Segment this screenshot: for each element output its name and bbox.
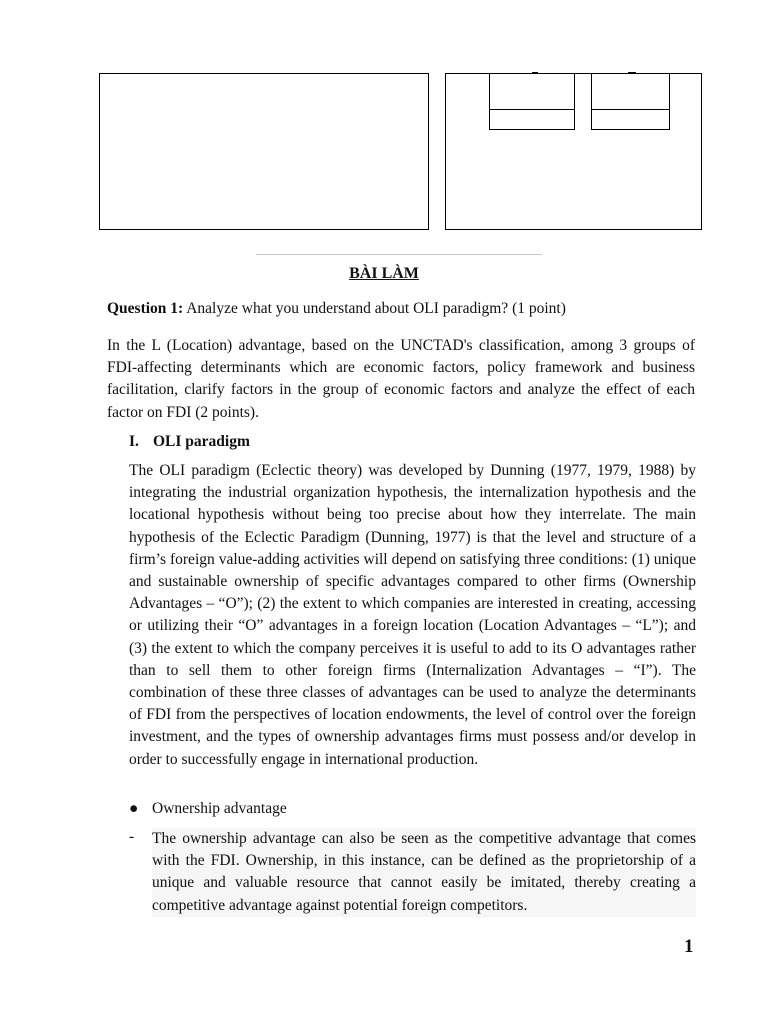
score-cell-2 [489, 109, 575, 130]
section-divider [256, 254, 542, 255]
section-heading [129, 433, 250, 451]
question-label: Question 1: [107, 300, 184, 317]
heading-text: OLI paradigm [153, 433, 250, 450]
header-tick-mark [628, 72, 636, 74]
header-tick-mark [532, 72, 538, 74]
score-cell-3 [591, 73, 670, 110]
body-paragraph: The OLI paradigm (Eclectic theory) was developed by Dunning (1977, 1979, 1988) by integrating the industrial organization hypothesis, the internalization hypothesis and the locational hypothesis without being too precise about how they interrelate. The main hypothesis of the Eclectic Paradigm (Dunning, 1977) is that the level and structure of a firm’s foreign value-adding activities will depend on satisfying three conditions: (1) unique and sustainable ownership of specific advantages compared to other firms (Ownership Advantages – “O”); (2) the extent to which companies are interested in creating, accessing or utilizing their “O” advantages in a foreign location (Location Advantages – “L”); and (3) the extent to which the company perceives it is useful to add to its O advantages rather than to sell them to other foreign firms (Internalization Advantages – “I”). The combination of these three classes of advantages can be used to analyze the determinants of FDI from the perspectives of location endowments, the level of control over the foreign investment, and the types of ownership advantages firms must possess and/or develop in order to successfully engage in international production. [129, 462, 696, 768]
question-line [107, 300, 566, 318]
bullet-text: Ownership advantage [152, 800, 287, 817]
dash-symbol: - [129, 828, 135, 845]
heading-number: I. [129, 433, 139, 450]
section-title: BÀI LÀM [349, 265, 419, 282]
question-text: Analyze what you understand about OLI paradigm? (1 point) [183, 300, 566, 317]
score-cell-4 [591, 109, 670, 130]
bullet-icon: ● [129, 800, 139, 817]
dash-item-text: The ownership advantage can also be seen as the competitive advantage that comes with the FDI. Ownership, in this instance, can be defined as the proprietorship of a unique and valuable resource that cannot easily be imitated, thereby creating a competitive advantage against potential foreign competitors. [152, 828, 696, 917]
intro-paragraph: In the L (Location) advantage, based on the UNCTAD's classification, among 3 groups of FDI-affecting determinants which are economic factors, policy framework and business facilitation, clarify factors in the group of economic factors and analyze the effect of each factor on FDI (2 points). [107, 337, 695, 421]
bullet-item [129, 800, 287, 818]
page-number: 1 [684, 936, 694, 957]
score-cell-1 [489, 73, 575, 110]
header-left-box [99, 73, 429, 230]
